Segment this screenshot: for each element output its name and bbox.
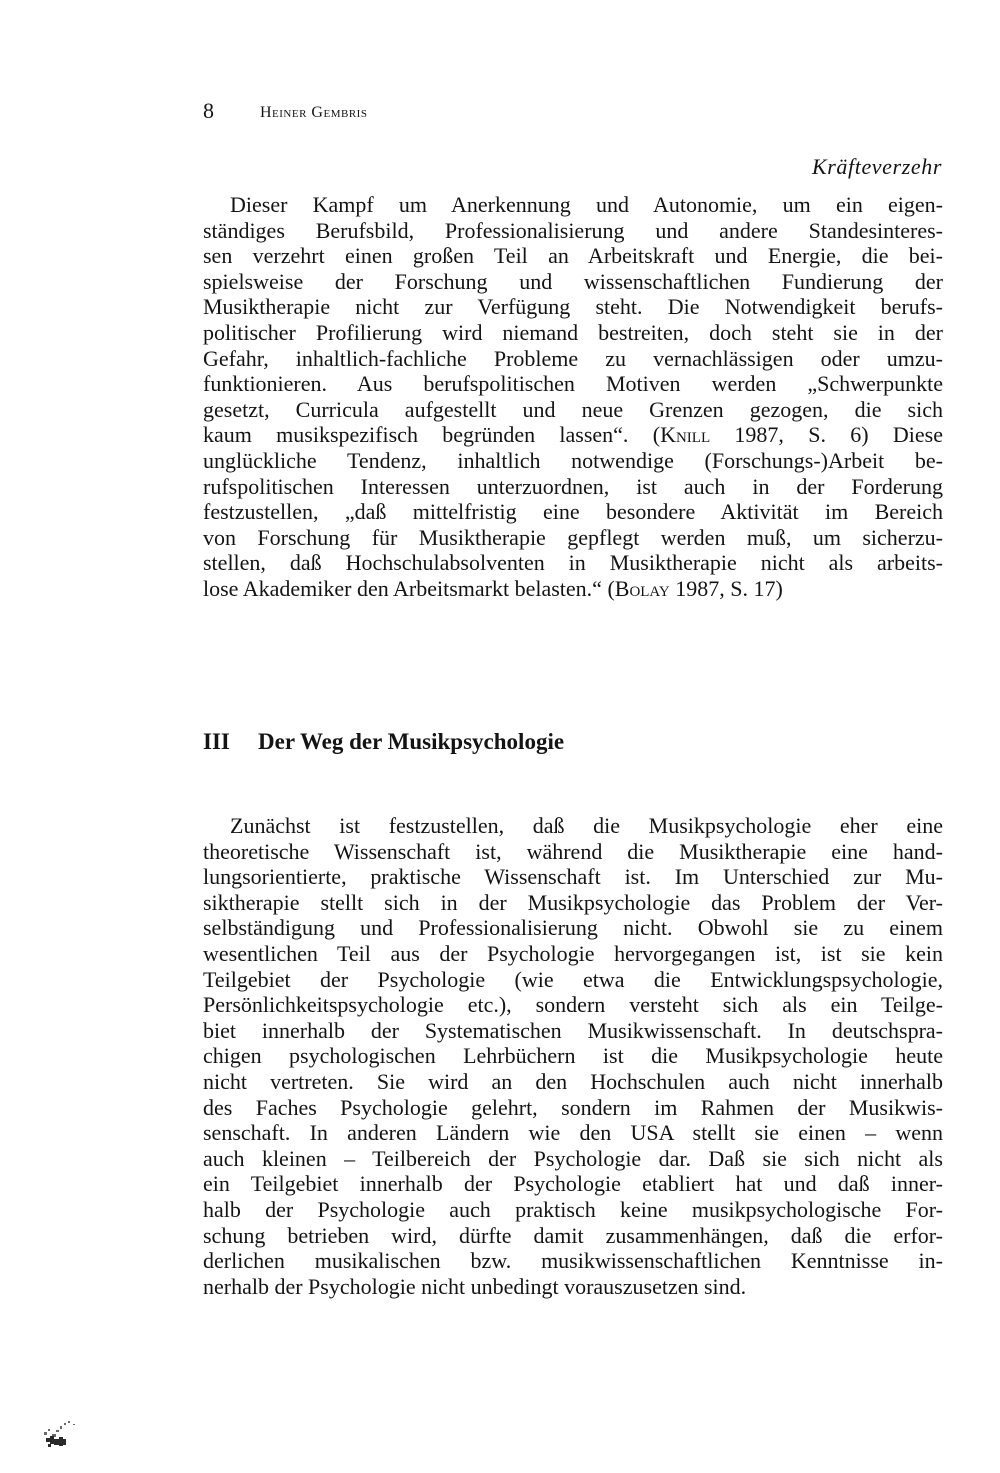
citation-open: ( bbox=[601, 575, 615, 601]
text-line: biet innerhalb der Systematischen Musikwissenschaft. In deutschspra- bbox=[203, 1017, 943, 1043]
text-line-with-citation bbox=[203, 576, 943, 602]
citation-author: Knill bbox=[660, 422, 711, 448]
text-line: Zunächst ist festzustellen, daß die Musikpsychologie eher eine bbox=[230, 813, 943, 838]
text-line: selbständigung und Professionalisierung nicht. Obwohl sie zu einem bbox=[203, 915, 943, 941]
text-fragment: lose Akademiker den Arbeitsmarkt belasten.“ bbox=[203, 575, 602, 601]
citation-rest: 1987, S. 6) Diese bbox=[710, 422, 944, 448]
text-line: chigen psychologischen Lehrbüchern ist die Musikpsychologie heute bbox=[203, 1043, 943, 1069]
citation-rest: 1987, S. 17) bbox=[669, 575, 783, 601]
text-line: spielsweise der Forschung und wissenschaftlichen Fundierung der bbox=[203, 268, 943, 294]
text-line: siktherapie stellt sich in der Musikpsychologie das Problem der Ver- bbox=[203, 889, 943, 915]
text-line: senschaft. In anderen Ländern wie den USA stellt sie einen – wenn bbox=[203, 1120, 943, 1146]
text-line: ein Teilgebiet innerhalb der Psychologie etabliert hat und daß inner- bbox=[203, 1171, 943, 1197]
text-line: lungsorientierte, praktische Wissenschaft ist. Im Unterschied zur Mu- bbox=[203, 864, 943, 890]
citation-open: ( bbox=[652, 422, 661, 448]
text-line: halb der Psychologie auch praktisch keine musikpsychologische For- bbox=[203, 1196, 943, 1222]
text-line: ständiges Berufsbild, Professionalisierung und andere Standesinteres- bbox=[203, 217, 943, 243]
text-line: Persönlichkeitspsychologie etc.), sondern versteht sich als ein Teilge- bbox=[203, 992, 943, 1018]
text-line: Musiktherapie nicht zur Verfügung steht. Die Notwendigkeit berufs- bbox=[203, 294, 943, 320]
paragraph-kraefteverzehr bbox=[203, 192, 943, 602]
text-line: des Faches Psychologie gelehrt, sondern im Rahmen der Musikwis- bbox=[203, 1094, 943, 1120]
text-line: sen verzehrt einen großen Teil an Arbeitskraft und Energie, die bei- bbox=[203, 243, 943, 269]
section-title: Der Weg der Musikpsychologie bbox=[258, 729, 565, 754]
text-fragment: kaum musikspezifisch begründen lassen“. bbox=[203, 422, 629, 448]
section-heading bbox=[203, 728, 564, 756]
text-line: unglückliche Tendenz, inhaltlich notwendige (Forschungs-)Arbeit be- bbox=[203, 447, 943, 473]
text-line: nicht vertreten. Sie wird an den Hochschulen auch nicht innerhalb bbox=[203, 1068, 943, 1094]
text-line: Dieser Kampf um Anerkennung und Autonomie, um ein eigen- bbox=[230, 192, 943, 217]
citation-author: Bolay bbox=[614, 575, 670, 601]
text-line: nerhalb der Psychologie nicht unbedingt vorauszusetzen sind. bbox=[203, 1273, 747, 1299]
text-line: auch kleinen – Teilbereich der Psychologie dar. Daß sie sich nicht als bbox=[203, 1145, 943, 1171]
text-line: politischer Profilierung wird niemand bestreiten, doch steht sie in der bbox=[203, 319, 943, 345]
text-line: schung betrieben wird, dürfte damit zusammenhängen, daß die erfor- bbox=[203, 1222, 943, 1248]
text-line: theoretische Wissenschaft ist, während die Musiktherapie eine hand- bbox=[203, 838, 943, 864]
text-line: rufspolitischen Interessen unterzuordnen, ist auch in der Forderung bbox=[203, 473, 943, 499]
paragraph-musikpsychologie bbox=[203, 813, 943, 1299]
page-number: 8 bbox=[203, 98, 214, 123]
text-line: Gefahr, inhaltlich-fachliche Probleme zu vernachlässigen oder umzu- bbox=[203, 345, 943, 371]
scan-artifact-icon bbox=[38, 1412, 82, 1452]
text-line: stellen, daß Hochschulabsolventen in Musiktherapie nicht als arbeits- bbox=[203, 550, 943, 576]
text-line: gesetzt, Curricula aufgestellt und neue Grenzen gezogen, die sich bbox=[203, 396, 943, 422]
text-line: von Forschung für Musiktherapie gepflegt werden muß, um sicherzu- bbox=[203, 524, 943, 550]
running-head: Heiner Gembris bbox=[260, 104, 368, 121]
text-line-with-citation bbox=[203, 422, 943, 448]
section-number: III bbox=[203, 729, 230, 754]
text-line: funktionieren. Aus berufspolitischen Motiven werden „Schwerpunkte bbox=[203, 371, 943, 397]
text-line: derlichen musikalischen bzw. musikwissenschaftlichen Kenntnisse in- bbox=[203, 1248, 943, 1274]
text-line: wesentlichen Teil aus der Psychologie hervorgegangen ist, ist sie kein bbox=[203, 940, 943, 966]
text-line: festzustellen, „daß mittelfristig eine besondere Aktivität im Bereich bbox=[203, 499, 943, 525]
margin-note: Kräfteverzehr bbox=[811, 154, 942, 179]
text-line: Teilgebiet der Psychologie (wie etwa die Entwicklungspsychologie, bbox=[203, 966, 943, 992]
